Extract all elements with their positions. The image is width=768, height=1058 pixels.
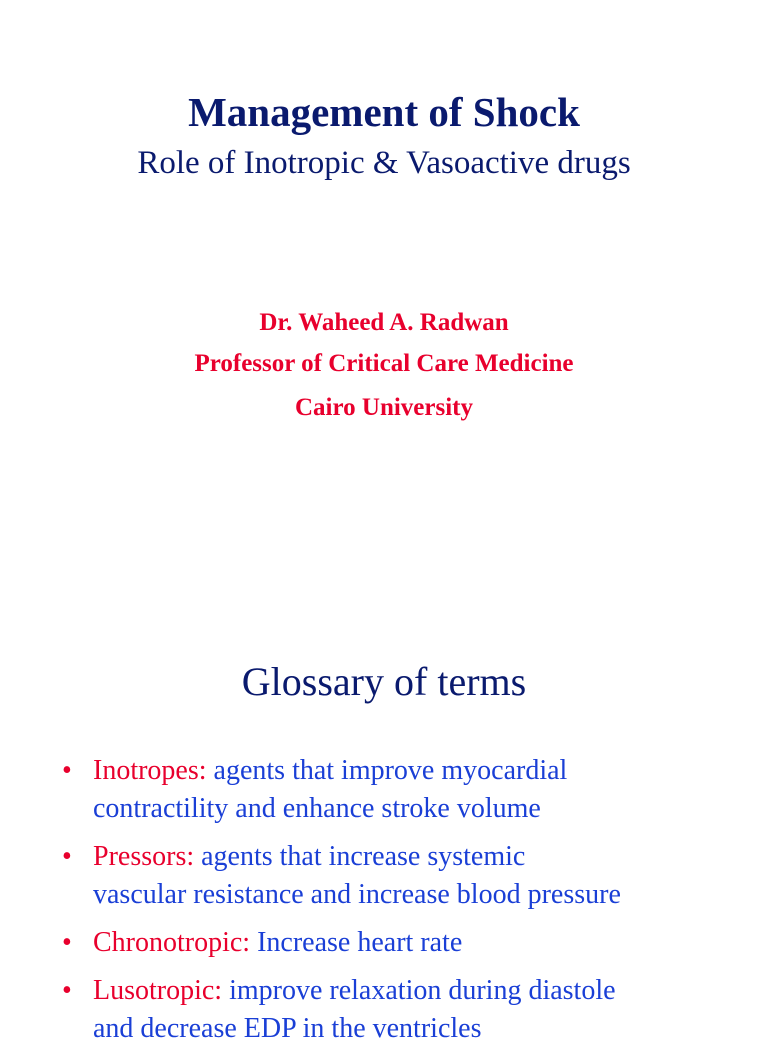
glossary-item-pressors — [60, 838, 760, 914]
glossary-definition: agents that increase systemic — [194, 841, 526, 872]
glossary-item-lusotropic — [60, 972, 760, 1048]
glossary-list — [60, 752, 760, 1058]
glossary-definition: Increase heart rate — [250, 927, 463, 958]
bullet-icon: • — [62, 841, 72, 872]
bullet-icon: • — [62, 927, 72, 958]
author-affiliation: Cairo University — [295, 394, 473, 421]
glossary-title: Glossary of terms — [241, 659, 527, 704]
author-name: Dr. Waheed A. Radwan — [259, 309, 509, 336]
slide-title: Management of Shock — [188, 89, 580, 135]
bullet-icon: • — [62, 755, 72, 786]
glossary-slide — [0, 512, 768, 1044]
bullet-icon: • — [62, 975, 72, 1006]
glossary-term: Inotropes: — [93, 755, 207, 786]
glossary-definition-continued: contractility and enhance stroke volume — [93, 793, 541, 824]
glossary-item-inotropes — [60, 752, 760, 828]
glossary-definition-continued: and decrease EDP in the ventricles — [93, 1013, 482, 1044]
glossary-definition: agents that improve myocardial — [206, 755, 568, 786]
glossary-term: Chronotropic: — [93, 927, 251, 958]
slide-subtitle: Role of Inotropic & Vasoactive drugs — [137, 145, 631, 181]
glossary-term: Lusotropic: — [93, 975, 223, 1006]
glossary-definition-continued: vascular resistance and increase blood pressure — [93, 879, 621, 910]
glossary-term: Pressors: — [93, 841, 195, 872]
glossary-definition: improve relaxation during diastole — [222, 975, 616, 1006]
author-role: Professor of Critical Care Medicine — [194, 350, 574, 377]
title-slide — [0, 0, 768, 512]
glossary-item-chronotropic — [60, 924, 760, 962]
